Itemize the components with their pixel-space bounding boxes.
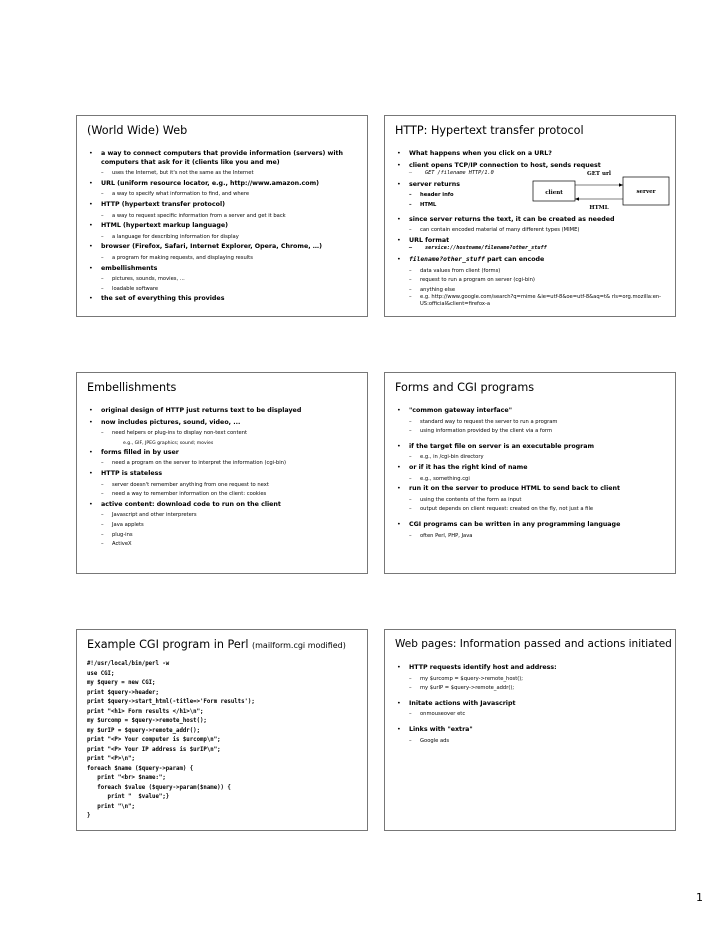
slide-title: Web pages: Information passed and actions initiated (395, 638, 672, 650)
bullet: • HTTP (hypertext transfer protocol) (87, 201, 359, 210)
sub-bullet: – server doesn't remember anything from one request to next (87, 482, 359, 490)
sub-bullet: – pictures, sounds, movies, ... (87, 276, 359, 284)
slide-title: Forms and CGI programs (395, 381, 535, 394)
bullet: • HTML (hypertext markup language) (87, 222, 359, 231)
sub-bullet: – often Perl, PHP, Java (395, 533, 667, 541)
bullet: • run it on the server to produce HTML to send back to client (395, 485, 667, 494)
get-url-label: GET url (587, 171, 611, 177)
bullet-list (395, 407, 667, 542)
sub-bullet: – standard way to request the server to run a program (395, 419, 667, 427)
bullet-text: part can encode (484, 255, 545, 263)
perl-code-block: #!/usr/local/bin/perl -w use CGI; my $query = new CGI; print $query->header; print $query->start_html(-title=>'Form results'); print "<h1> Form results </h1>\n"; my $urcomp = $query->remote_host(); my $urIP = $query->remote_addr(); print "<P> Your computer is $urcomp\n"; print "<P> Your IP address is $urIP\n"; print "<P>\n"; foreach $name ($query->param) { print "<br> $name:"; foreach $value ($query->param($name)) { print " $value";} print "\n"; } (87, 661, 255, 819)
bullet: • client opens TCP/IP connection to host, sends request (395, 162, 667, 171)
sub-bullet: – HTML (395, 202, 667, 210)
bullet: • HTTP is stateless (87, 470, 359, 479)
slide-embellishments (76, 372, 368, 574)
bullet-code: filename?other_stuff (409, 255, 485, 263)
bullet: • browser (Firefox, Safari, Internet Explorer, Opera, Chrome, …) (87, 243, 359, 252)
slide-title: HTTP: Hypertext transfer protocol (395, 124, 584, 137)
request-line-text: GET /filename HTTP/1.0 (425, 170, 494, 177)
sub-bullet: – request to run a program on server (cgi-bin) (395, 277, 667, 285)
bullet-list (395, 664, 667, 747)
slide-title-main: Example CGI program in Perl (87, 638, 249, 651)
slide-http (384, 115, 676, 317)
bullet: • HTTP requests identify host and address: (395, 664, 667, 673)
slide-title: Embellishments (87, 381, 177, 394)
bullet: • CGI programs can be written in any programming language (395, 521, 667, 530)
sub-sub-bullet: e.g., GIF, JPEG graphics; sound; movies (123, 440, 214, 446)
sub-bullet: – a way to request specific information from a server and get it back (87, 213, 359, 221)
bullet: • if the target file on server is an executable program (395, 443, 667, 452)
bullet: • now includes pictures, sound, video, ... (87, 419, 359, 428)
sub-bullet: – e.g., something.cgi (395, 476, 667, 484)
sub-bullet: – need a program on the server to interpret the information (cgi-bin) (87, 460, 359, 468)
bullet: • URL (uniform resource locator, e.g., http://www.amazon.com) (87, 180, 359, 189)
bullet: • server returns (395, 181, 667, 190)
sub-bullet: – my $urIP = $query->remote_addr(); (395, 685, 667, 693)
sub-bullet: – need helpers or plug-ins to display non-text content (87, 430, 359, 438)
bullet: • Initate actions with Javascript (395, 700, 667, 709)
sub-bullet: – can contain encoded material of many different types (MIME) (395, 227, 667, 235)
sub-bullet: – data values from client (forms) (395, 268, 667, 276)
sub-bullet: – output depends on client request: created on the fly, not just a file (395, 506, 667, 514)
bullet: • since server returns the text, it can be created as needed (395, 216, 667, 225)
sub-bullet: – using the contents of the form as input (395, 497, 667, 505)
sub-bullet: – need a way to remember information on the client: cookies (87, 491, 359, 499)
slide-title: (World Wide) Web (87, 124, 188, 137)
slide-title (87, 638, 346, 651)
url-format-text: service://hostname/filename?other_stuff (425, 245, 547, 252)
bullet (395, 256, 667, 265)
sub-bullet: – a way to specify what information to find, and where (87, 191, 359, 199)
slide-forms-cgi (384, 372, 676, 574)
sub-bullet: – my $urcomp = $query->remote_host(); (395, 676, 667, 684)
bullet: • Links with "extra" (395, 726, 667, 735)
slide-web-pages (384, 629, 676, 831)
sub-bullet: – anything else (395, 287, 667, 295)
bullet: • embellishments (87, 265, 359, 274)
example-url (395, 294, 667, 308)
sub-bullet: – a program for making requests, and displaying results (87, 255, 359, 263)
bullet: • "common gateway interface" (395, 407, 667, 416)
sub-bullet: – a language for describing information for display (87, 234, 359, 242)
bullet-list (87, 150, 359, 307)
bullet: • or if it has the right kind of name (395, 464, 667, 473)
url-format (395, 245, 667, 253)
html-label: HTML (589, 205, 609, 211)
bullet: • What happens when you click on a URL? (395, 150, 667, 159)
sub-bullet: – ActiveX (87, 541, 359, 549)
bullet: • URL format (395, 237, 667, 246)
bullet: • the set of everything this provides (87, 295, 359, 304)
request-arrowhead (619, 183, 623, 186)
page-number: 1 (696, 891, 703, 904)
sub-bullet: – uses the Internet, but it's not the same as the Internet (87, 170, 359, 178)
sub-bullet: – plug-ins (87, 532, 359, 540)
sub-bullet: – using information provided by the client via a form (395, 428, 667, 436)
bullet: • forms filled in by user (87, 449, 359, 458)
slide-perl-example (76, 629, 368, 831)
sub-bullet: – e.g., in /cgi-bin directory (395, 454, 667, 462)
server-label: server (636, 189, 656, 195)
sub-bullet: – loadable software (87, 286, 359, 294)
sub-bullet: – onmouseover etc (395, 711, 667, 719)
client-server-diagram (533, 171, 673, 213)
response-arrowhead (575, 197, 579, 200)
bullet: • a way to connect computers that provide information (servers) with computers that ask for it (clients like you and me) (87, 150, 359, 167)
bullet: • original design of HTTP just returns text to be displayed (87, 407, 359, 416)
sub-bullet: – Java applets (87, 522, 359, 530)
slide-title-note: (mailform.cgi modified) (252, 641, 346, 650)
client-label: client (545, 190, 563, 196)
sub-bullet: – header info (395, 192, 667, 200)
slide-world-wide-web (76, 115, 368, 317)
example-url-text: e.g. http://www.google.com/search?q=mime &ie=utf-8&oe=utf-8&aq=t& rls=org.mozilla:en-US:official&client=firefox-a (420, 294, 662, 308)
sub-bullet: – Google ads (395, 738, 667, 746)
bullet-list (87, 407, 359, 551)
bullet: • active content: download code to run on the client (87, 501, 359, 510)
sub-bullet: – Javascript and other interpreters (87, 512, 359, 520)
